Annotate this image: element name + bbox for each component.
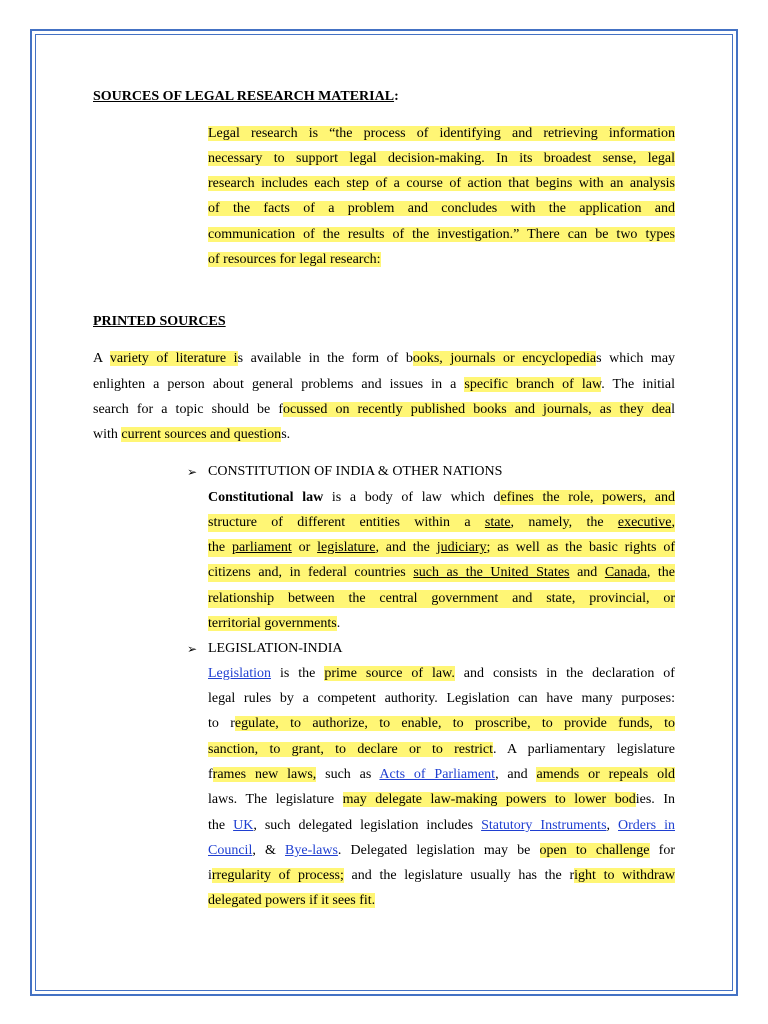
constitution-text: .	[336, 616, 341, 631]
constitution-text: , the	[646, 565, 675, 580]
link-judiciary[interactable]: judiciary	[436, 540, 487, 555]
legislation-text: . A parliamentary legislature	[493, 742, 675, 757]
heading-sources-text: SOURCES OF LEGAL RESEARCH MATERIAL	[93, 89, 395, 104]
link-canada[interactable]: Canada	[604, 565, 647, 580]
printed-text: with	[93, 427, 122, 442]
constitution-term: Constitutional law	[208, 490, 324, 505]
bullet-title-legislation: LEGISLATION-INDIA	[208, 641, 343, 656]
legislation-text: i	[208, 868, 212, 883]
constitution-text: citizens and, in federal countries	[208, 565, 414, 580]
printed-highlight: variety of literature i	[109, 351, 238, 366]
constitution-line-2	[208, 514, 675, 532]
intro-line-1	[208, 125, 675, 143]
legislation-text: is the	[271, 666, 325, 681]
legislation-text: to r	[208, 716, 235, 731]
legislation-line-4	[208, 741, 675, 759]
link-parliament[interactable]: parliament	[231, 540, 292, 555]
bullet-arrow-icon: ➢	[187, 465, 198, 479]
link-legislation[interactable]: Legislation	[208, 666, 271, 681]
constitution-highlight: territorial governments	[208, 616, 337, 631]
legislation-highlight: rames new laws,	[212, 767, 317, 782]
legislation-highlight: egulate, to authorize, to enable, to proscribe, to provide funds, to	[234, 716, 675, 731]
printed-text: A	[93, 351, 110, 366]
constitution-highlight: efines the role, powers, and	[500, 490, 675, 505]
legislation-text: legal rules by a competent authority. Legislation can have many purposes:	[208, 691, 675, 706]
intro-line-4	[208, 200, 675, 218]
printed-line-3	[93, 401, 675, 419]
printed-text: . The initial	[601, 377, 675, 392]
legislation-text: and consists in the declaration of	[454, 666, 675, 681]
intro-text: of the facts of a problem and concludes with the application and	[208, 201, 675, 216]
intro-text: Legal research is “the process of identifying and retrieving information	[208, 126, 675, 141]
printed-line-4	[93, 426, 290, 444]
constitution-text: structure of different entities within a	[208, 515, 485, 530]
link-orders-in-council[interactable]: Council	[208, 843, 253, 858]
intro-line-3	[208, 175, 675, 193]
constitution-text: and	[569, 565, 605, 580]
link-orders-in-council[interactable]: Orders in	[618, 818, 676, 833]
constitution-text: or	[291, 540, 318, 555]
legislation-line-2	[208, 690, 675, 708]
constitution-line-5	[208, 590, 675, 608]
legislation-text: , and	[495, 767, 537, 782]
bullet-title-constitution: CONSTITUTION OF INDIA & OTHER NATIONS	[208, 464, 503, 479]
constitution-line-6	[208, 615, 340, 633]
legislation-line-9	[208, 867, 675, 885]
heading-sources	[93, 88, 399, 106]
constitution-line-1	[208, 489, 675, 507]
legislation-line-1	[208, 665, 675, 683]
legislation-line-8	[208, 842, 675, 860]
legislation-line-3	[208, 715, 675, 733]
legislation-text: for	[649, 843, 675, 858]
link-legislature[interactable]: legislature	[317, 540, 376, 555]
legislation-line-7	[208, 817, 675, 835]
intro-text: necessary to support legal decision-making. In its broadest sense, legal	[208, 151, 675, 166]
printed-line-2	[93, 376, 675, 394]
legislation-text: , &	[252, 843, 286, 858]
legislation-line-5	[208, 766, 675, 784]
legislation-text: and the legislature usually has the r	[343, 868, 575, 883]
link-uk[interactable]: UK	[233, 818, 254, 833]
printed-line-1	[93, 350, 675, 368]
constitution-text: is a body of law which d	[323, 490, 501, 505]
printed-text: enlighten a person about general problems and issues in a	[93, 377, 465, 392]
bullet-arrow-icon: ➢	[187, 642, 198, 656]
link-executive[interactable]: executive	[617, 515, 672, 530]
heading-colon: :	[394, 89, 399, 104]
legislation-text: , such delegated legislation includes	[253, 818, 482, 833]
legislation-highlight: prime source of law.	[324, 666, 455, 681]
printed-text: s.	[281, 427, 291, 442]
legislation-text: laws. The legislature	[208, 792, 343, 807]
intro-text: communication of the results of the investigation.” There can be two types	[208, 227, 675, 242]
legislation-highlight: sanction, to grant, to declare or to restrict	[208, 742, 494, 757]
link-bye-laws[interactable]: Bye-laws	[285, 843, 338, 858]
legislation-line-10	[208, 892, 375, 910]
legislation-text: f	[208, 767, 213, 782]
legislation-line-6	[208, 791, 675, 809]
constitution-line-4	[208, 564, 675, 582]
legislation-text: the	[208, 818, 234, 833]
intro-line-6	[208, 251, 381, 269]
intro-text: research includes each step of a course of action that begins with an analysis	[208, 176, 675, 191]
link-acts-of-parliament[interactable]: Acts of Parliament	[379, 767, 496, 782]
legislation-highlight: delegated powers if it sees fit.	[208, 893, 376, 908]
constitution-text: relationship between the central government and state, provincial, or	[208, 591, 675, 606]
constitution-text: , and the	[375, 540, 437, 555]
constitution-text: the	[208, 540, 232, 555]
link-state[interactable]: state	[484, 515, 511, 530]
intro-line-5	[208, 226, 675, 244]
legislation-highlight: rregularity of process;	[211, 868, 344, 883]
constitution-text: ,	[671, 515, 676, 530]
legislation-text: such as	[316, 767, 380, 782]
printed-text: l	[671, 402, 676, 417]
printed-highlight: ocussed on recently published books and journals, as they dea	[283, 402, 672, 417]
constitution-line-3	[208, 539, 675, 557]
legislation-highlight: amends or repeals old	[536, 767, 675, 782]
printed-highlight: ooks, journals or encyclopedia	[412, 351, 597, 366]
legislation-text: ies. In	[635, 792, 675, 807]
constitution-text: ; as well as the basic rights of	[486, 540, 675, 555]
printed-text: s available in the form of b	[237, 351, 413, 366]
legislation-text: . Delegated legislation may be	[337, 843, 540, 858]
link-united-states[interactable]: such as the United States	[413, 565, 570, 580]
heading-printed-sources: PRINTED SOURCES	[93, 314, 226, 329]
intro-text: of resources for legal research:	[208, 252, 381, 267]
printed-highlight: current sources and question	[121, 427, 282, 442]
legislation-highlight: may delegate law-making powers to lower bod	[342, 792, 636, 807]
legislation-highlight: open to challenge	[539, 843, 650, 858]
printed-text: search for a topic should be f	[93, 402, 284, 417]
printed-highlight: specific branch of law	[464, 377, 602, 392]
legislation-text: ,	[606, 818, 619, 833]
printed-text: s which may	[596, 351, 676, 366]
link-statutory-instruments[interactable]: Statutory Instruments	[481, 818, 607, 833]
constitution-text: , namely, the	[510, 515, 618, 530]
legislation-highlight: ight to withdraw	[574, 868, 676, 883]
intro-line-2	[208, 150, 675, 168]
